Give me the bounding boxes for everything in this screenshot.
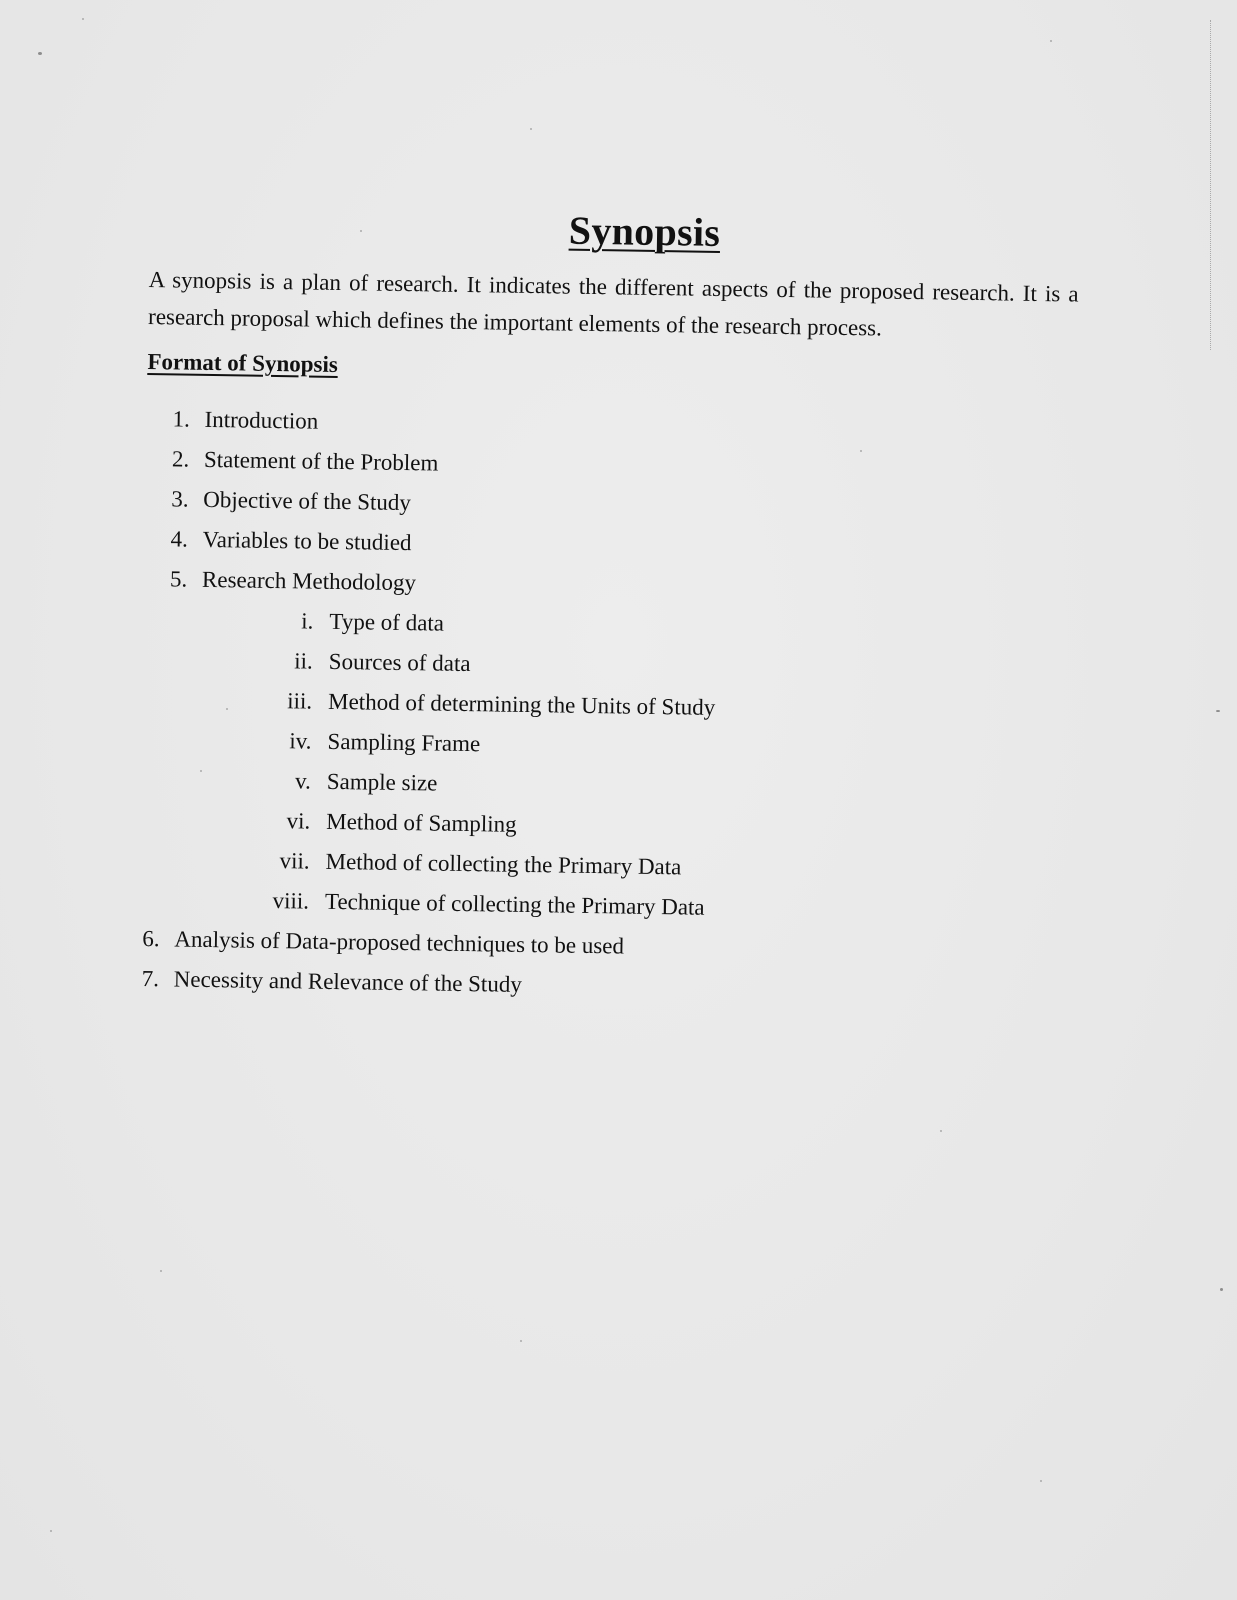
scan-speck xyxy=(1220,1288,1223,1291)
scan-speck xyxy=(1050,40,1052,42)
item-label: Variables to be studied xyxy=(202,526,412,556)
methodology-sublist xyxy=(139,599,1074,934)
subitem-label: Sampling Frame xyxy=(327,728,481,757)
scan-speck xyxy=(1040,1480,1042,1482)
document-content xyxy=(137,200,1079,1014)
item-number: 1. xyxy=(172,406,191,432)
item-number: 5. xyxy=(169,566,188,592)
scan-speck xyxy=(38,52,42,55)
format-list-continued xyxy=(137,919,1068,1014)
item-label: Research Methodology xyxy=(201,566,417,596)
scan-speck xyxy=(940,1130,942,1132)
subitem-number: iii. xyxy=(287,688,313,714)
section-heading: Format of Synopsis xyxy=(147,348,339,377)
scan-speck xyxy=(530,128,532,130)
scan-speck xyxy=(82,18,84,20)
item-label: Introduction xyxy=(204,406,319,434)
subitem-number: i. xyxy=(301,608,314,634)
item-number: 7. xyxy=(141,965,160,992)
scan-speck xyxy=(50,1530,52,1532)
subitem-label: Sample size xyxy=(326,768,438,796)
item-label: Necessity and Relevance of the Study xyxy=(173,966,523,997)
subitem-label: Sources of data xyxy=(328,648,471,677)
scan-speck xyxy=(1216,710,1220,712)
scan-speck xyxy=(160,1270,162,1272)
subitem-label: Type of data xyxy=(329,608,445,636)
page-title: Synopsis xyxy=(568,207,721,255)
item-number: 6. xyxy=(142,925,160,952)
item-number: 2. xyxy=(171,446,190,472)
item-label: Objective of the Study xyxy=(203,486,412,516)
subitem-label: Technique of collecting the Primary Data xyxy=(324,888,705,920)
subitem-label: Method of collecting the Primary Data xyxy=(325,848,682,880)
subitem-number: ii. xyxy=(294,648,313,674)
subitem-number: vii. xyxy=(279,848,310,874)
subitem-number: iv. xyxy=(289,728,312,754)
item-number: 3. xyxy=(171,486,189,512)
subitem-number: viii. xyxy=(272,888,310,914)
subitem-number: vi. xyxy=(286,808,311,834)
intro-paragraph: A synopsis is a plan of research. It indicates the different aspects of the proposed research. It is a research proposal which defines the important elements of the research process. xyxy=(147,266,1079,341)
subitem-label: Method of determining the Units of Study xyxy=(327,688,716,720)
item-number: 4. xyxy=(170,526,189,552)
subitem-label: Method of Sampling xyxy=(326,808,517,837)
item-label: Analysis of Data-proposed techniques to be used xyxy=(174,926,625,959)
item-label: Statement of the Problem xyxy=(203,446,439,476)
scan-edge-artifact xyxy=(1210,20,1211,350)
subitem-number: v. xyxy=(294,768,312,794)
format-list xyxy=(144,399,1077,614)
scan-speck xyxy=(520,1340,522,1342)
